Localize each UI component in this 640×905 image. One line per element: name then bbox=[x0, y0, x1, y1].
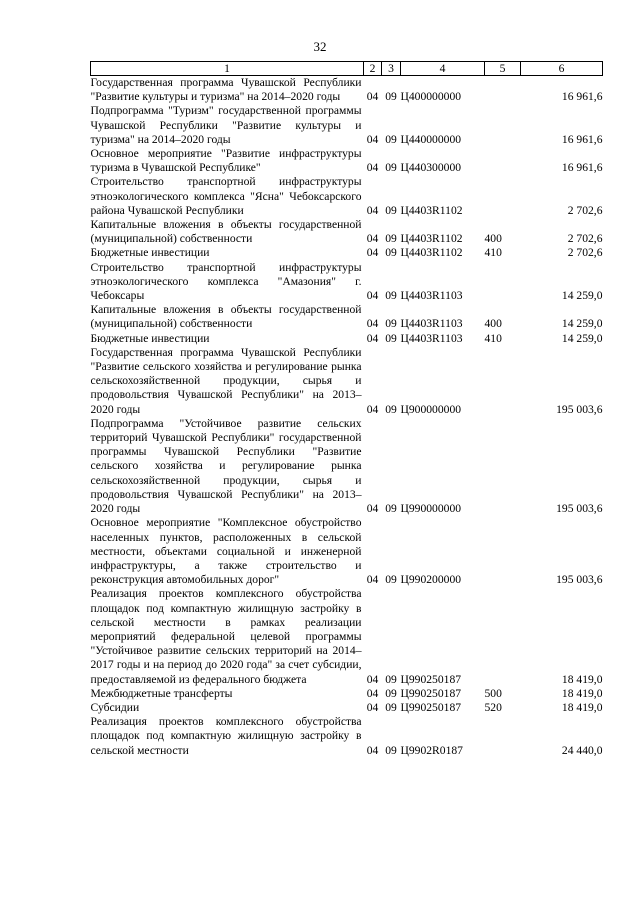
row-expense-type bbox=[485, 516, 521, 587]
row-section: 04 bbox=[366, 573, 379, 587]
row-target-article: Ц4403R1103 bbox=[400, 331, 463, 345]
row-section: 04 bbox=[366, 161, 379, 175]
header-cell-target-article: 4 bbox=[401, 62, 485, 76]
row-subsection: 09 bbox=[385, 246, 397, 260]
row-section: 04 bbox=[366, 672, 379, 686]
row-amount: 14 259,0 bbox=[561, 331, 603, 345]
row-amount: 2 702,6 bbox=[567, 232, 603, 246]
row-target-article: Ц900000000 bbox=[400, 402, 462, 416]
row-amount: 18 419,0 bbox=[561, 700, 603, 714]
row-expense-type bbox=[485, 175, 521, 218]
row-target-article: Ц990250187 bbox=[400, 686, 462, 700]
row-target-article: Ц9902R0187 bbox=[400, 743, 463, 757]
row-section: 04 bbox=[366, 132, 379, 146]
table-body bbox=[91, 76, 603, 758]
row-expense-type bbox=[485, 417, 521, 516]
row-amount: 18 419,0 bbox=[561, 686, 603, 700]
row-amount: 195 003,6 bbox=[556, 402, 603, 416]
row-expense-type: 520 bbox=[484, 700, 502, 714]
header-cell-name: 1 bbox=[91, 62, 364, 76]
table-row bbox=[91, 516, 603, 587]
row-name: Основное мероприятие "Комплексное обустройство населенных пунктов, расположенных в сельской местности, объектами социальной и инженерной инфраструктуры, а также строительство и реконструкция автомобильных дорог" bbox=[90, 516, 362, 587]
table-row bbox=[91, 175, 603, 218]
row-amount: 14 259,0 bbox=[561, 289, 603, 303]
page-number: 32 bbox=[313, 39, 327, 54]
table-row bbox=[91, 701, 603, 715]
row-section: 04 bbox=[366, 203, 379, 217]
row-amount: 195 003,6 bbox=[556, 573, 603, 587]
row-section: 04 bbox=[366, 246, 379, 260]
row-section: 04 bbox=[366, 402, 379, 416]
row-section: 04 bbox=[366, 289, 379, 303]
row-subsection: 09 bbox=[385, 686, 397, 700]
table-row bbox=[91, 715, 603, 758]
table-row bbox=[91, 332, 603, 346]
table-row bbox=[91, 76, 603, 105]
row-expense-type: 500 bbox=[484, 686, 502, 700]
row-name: Бюджетные инвестиции bbox=[90, 331, 210, 345]
row-expense-type bbox=[485, 147, 521, 175]
row-target-article: Ц4403R1102 bbox=[400, 246, 463, 260]
row-section: 04 bbox=[366, 743, 379, 757]
table-row bbox=[91, 687, 603, 701]
row-target-article: Ц400000000 bbox=[400, 90, 462, 104]
table-row bbox=[91, 104, 603, 147]
row-amount: 16 961,6 bbox=[561, 90, 603, 104]
row-name: Государственная программа Чувашской Республики "Развитие культуры и туризма" на 2014–2020 годы bbox=[90, 76, 362, 104]
row-subsection: 09 bbox=[385, 331, 397, 345]
row-target-article: Ц4403R1102 bbox=[400, 203, 463, 217]
row-target-article: Ц990200000 bbox=[400, 573, 462, 587]
table-row bbox=[91, 218, 603, 246]
row-expense-type bbox=[485, 346, 521, 417]
table-row bbox=[91, 246, 603, 260]
row-expense-type bbox=[485, 261, 521, 304]
row-expense-type: 410 bbox=[484, 246, 502, 260]
row-target-article: Ц990250187 bbox=[400, 700, 462, 714]
row-target-article: Ц990250187 bbox=[400, 672, 462, 686]
header-cell-amount: 6 bbox=[521, 62, 603, 76]
row-expense-type bbox=[485, 104, 521, 147]
budget-table bbox=[90, 61, 603, 758]
row-section: 04 bbox=[366, 232, 379, 246]
row-name: Основное мероприятие "Развитие инфраструктуры туризма в Чувашской Республике" bbox=[90, 147, 362, 175]
row-subsection: 09 bbox=[385, 317, 397, 331]
row-subsection: 09 bbox=[385, 161, 397, 175]
row-subsection: 09 bbox=[385, 232, 397, 246]
row-expense-type bbox=[485, 76, 521, 105]
row-target-article: Ц440000000 bbox=[400, 132, 462, 146]
row-target-article: Ц990000000 bbox=[400, 502, 462, 516]
row-name: Государственная программа Чувашской Республики "Развитие сельского хозяйства и регулирование рынка сельскохозяйственной продукции, сырья и продовольствия Чувашской Республики" на 2013–2020 годы bbox=[90, 345, 362, 416]
header-cell-section: 2 bbox=[364, 62, 382, 76]
header-cell-expense-type: 5 bbox=[485, 62, 521, 76]
row-amount: 16 961,6 bbox=[561, 132, 603, 146]
row-subsection: 09 bbox=[385, 502, 397, 516]
row-subsection: 09 bbox=[385, 573, 397, 587]
row-amount: 14 259,0 bbox=[561, 317, 603, 331]
row-amount: 195 003,6 bbox=[556, 502, 603, 516]
table-row bbox=[91, 261, 603, 304]
table-row bbox=[91, 303, 603, 331]
row-subsection: 09 bbox=[385, 402, 397, 416]
row-name: Строительство транспортной инфраструктуры этноэкологического комплекса "Ясна" Чебоксарского района Чувашской Республики bbox=[90, 175, 362, 217]
row-subsection: 09 bbox=[385, 743, 397, 757]
row-amount: 2 702,6 bbox=[567, 246, 603, 260]
row-section: 04 bbox=[366, 90, 379, 104]
row-subsection: 09 bbox=[385, 90, 397, 104]
row-amount: 24 440,0 bbox=[561, 743, 603, 757]
row-name: Реализация проектов комплексного обустройства площадок под компактную жилищную застройку в сельской местности в рамках реализации мероприятий федеральной целевой программы "Устойчивое развитие сельских территорий на 2014–2017 годы и на период до 2020 года" за счет субсидии, предоставляемой из федерального бюджета bbox=[90, 587, 362, 686]
row-expense-type: 400 bbox=[484, 317, 502, 331]
table-row bbox=[91, 417, 603, 516]
row-expense-type bbox=[485, 587, 521, 686]
row-amount: 2 702,6 bbox=[567, 203, 603, 217]
row-name: Строительство транспортной инфраструктуры этноэкологического комплекса "Амазония" г. Чебоксары bbox=[90, 260, 362, 303]
row-name: Реализация проектов комплексного обустройства площадок под компактную жилищную застройку в сельской местности bbox=[90, 715, 362, 757]
table-row bbox=[91, 346, 603, 417]
row-expense-type bbox=[485, 715, 521, 758]
row-name: Подпрограмма "Туризм" государственной программы Чувашской Республики "Развитие культуры и туризма" на 2014–2020 годы bbox=[90, 104, 362, 146]
row-name: Бюджетные инвестиции bbox=[90, 246, 210, 260]
row-amount: 18 419,0 bbox=[561, 672, 603, 686]
row-section: 04 bbox=[366, 700, 379, 714]
row-section: 04 bbox=[366, 317, 379, 331]
row-subsection: 09 bbox=[385, 203, 397, 217]
row-subsection: 09 bbox=[385, 132, 397, 146]
row-name: Капитальные вложения в объекты государственной (муниципальной) собственности bbox=[90, 303, 362, 331]
row-subsection: 09 bbox=[385, 672, 397, 686]
row-subsection: 09 bbox=[385, 700, 397, 714]
row-target-article: Ц440300000 bbox=[400, 161, 462, 175]
row-expense-type: 410 bbox=[484, 331, 502, 345]
row-name: Межбюджетные трансферты bbox=[90, 686, 233, 700]
row-amount: 16 961,6 bbox=[561, 161, 603, 175]
row-subsection: 09 bbox=[385, 289, 397, 303]
table-row bbox=[91, 147, 603, 175]
row-section: 04 bbox=[366, 502, 379, 516]
row-target-article: Ц4403R1102 bbox=[400, 232, 463, 246]
row-section: 04 bbox=[366, 686, 379, 700]
row-expense-type: 400 bbox=[484, 232, 502, 246]
header-cell-subsection: 3 bbox=[382, 62, 401, 76]
row-name: Капитальные вложения в объекты государственной (муниципальной) собственности bbox=[90, 218, 362, 246]
row-name: Подпрограмма "Устойчивое развитие сельских территорий Чувашской Республики" государственной программы Чувашской Республики "Развитие сельского хозяйства и регулирование рынка сельскохозяйственной продукции, сырья и продовольствия Чувашской Республики" на 2013–2020 годы bbox=[90, 416, 362, 516]
row-target-article: Ц4403R1103 bbox=[400, 317, 463, 331]
row-target-article: Ц4403R1103 bbox=[400, 289, 463, 303]
table-header bbox=[91, 62, 603, 76]
row-section: 04 bbox=[366, 331, 379, 345]
table-row bbox=[91, 587, 603, 686]
row-name: Субсидии bbox=[90, 700, 140, 714]
